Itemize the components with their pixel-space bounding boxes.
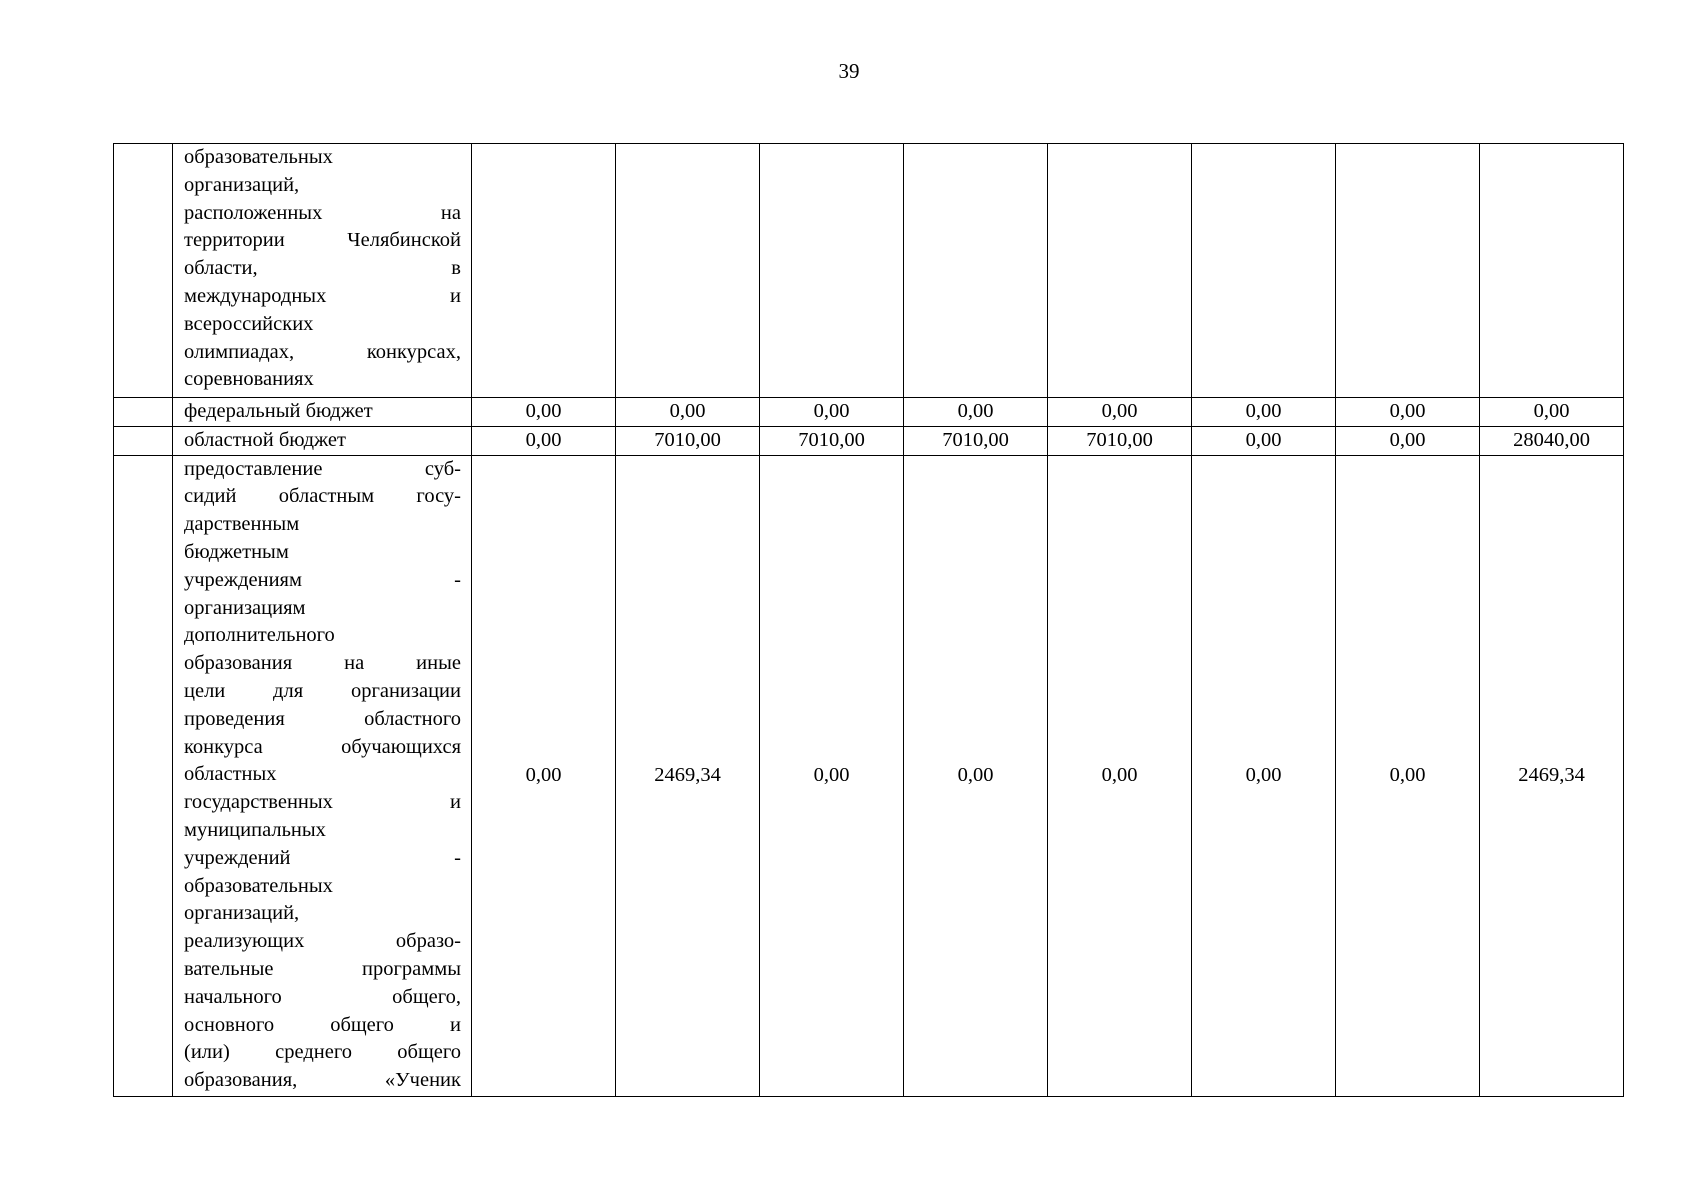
value-cell: 0,00 xyxy=(1048,455,1192,1096)
value-cell xyxy=(472,144,616,398)
value-cell: 0,00 xyxy=(1048,398,1192,427)
value-cell: 2469,34 xyxy=(1480,455,1624,1096)
value-cell: 0,00 xyxy=(1336,398,1480,427)
budget-source-label: областной бюджет xyxy=(173,426,472,455)
row-number-cell xyxy=(114,144,173,398)
row-number-cell xyxy=(114,398,173,427)
value-cell: 0,00 xyxy=(472,426,616,455)
description-line: муниципальных xyxy=(184,818,326,841)
description-line: бюджетным xyxy=(184,540,289,563)
description-line: основного общего и xyxy=(184,1013,461,1036)
value-cell xyxy=(760,144,904,398)
description-line: организациям xyxy=(184,596,306,619)
description-line: международных и xyxy=(184,284,461,307)
description-line: учреждений - xyxy=(184,846,461,869)
value-cell: 0,00 xyxy=(1336,455,1480,1096)
description-line: дополнительного xyxy=(184,624,335,647)
description-line: организаций, xyxy=(184,173,300,196)
value-cell xyxy=(1048,144,1192,398)
description-line: соревнованиях xyxy=(184,368,314,391)
description-line: всероссийских xyxy=(184,312,314,335)
description-line: образования на иные xyxy=(184,652,461,675)
description-line: начального общего, xyxy=(184,985,461,1008)
table-row xyxy=(114,455,1624,1096)
value-cell: 0,00 xyxy=(472,455,616,1096)
description-line: конкурса обучающихся xyxy=(184,735,461,758)
page-number: 39 xyxy=(838,59,860,83)
value-cell: 0,00 xyxy=(1192,426,1336,455)
description-line: (или) среднего общего xyxy=(184,1041,461,1064)
row-number-cell xyxy=(114,455,173,1096)
table-row xyxy=(114,144,1624,398)
value-cell: 7010,00 xyxy=(616,426,760,455)
description-line: территории Челябинской xyxy=(184,229,461,252)
description-line: сидий областным госу- xyxy=(184,485,461,508)
value-cell: 28040,00 xyxy=(1480,426,1624,455)
value-cell xyxy=(1336,144,1480,398)
description-line: дарственным xyxy=(184,513,300,536)
description-line: государственных и xyxy=(184,791,461,814)
description-line: организаций, xyxy=(184,902,300,925)
row-number-cell xyxy=(114,426,173,455)
description-cell xyxy=(173,144,472,398)
value-cell xyxy=(904,144,1048,398)
description-line: образовательных xyxy=(184,874,333,897)
value-cell: 0,00 xyxy=(1480,398,1624,427)
value-cell: 7010,00 xyxy=(1048,426,1192,455)
description-line: олимпиадах, конкурсах, xyxy=(184,340,461,363)
value-cell: 7010,00 xyxy=(760,426,904,455)
value-cell: 2469,34 xyxy=(616,455,760,1096)
value-cell: 0,00 xyxy=(904,398,1048,427)
value-cell xyxy=(1192,144,1336,398)
value-cell: 0,00 xyxy=(472,398,616,427)
description-line: проведения областного xyxy=(184,707,461,730)
budget-table xyxy=(113,143,1624,1097)
value-cell: 0,00 xyxy=(760,398,904,427)
description-line: учреждениям - xyxy=(184,568,461,591)
value-cell xyxy=(616,144,760,398)
value-cell xyxy=(1480,144,1624,398)
table-row xyxy=(114,426,1624,455)
value-cell: 0,00 xyxy=(904,455,1048,1096)
value-cell: 0,00 xyxy=(1192,398,1336,427)
table-row xyxy=(114,398,1624,427)
value-cell: 0,00 xyxy=(1336,426,1480,455)
value-cell: 0,00 xyxy=(760,455,904,1096)
description-line: области, в xyxy=(184,257,461,280)
value-cell: 7010,00 xyxy=(904,426,1048,455)
description-line: образовательных xyxy=(184,146,333,168)
description-line: цели для организации xyxy=(184,679,461,702)
description-cell xyxy=(173,455,472,1096)
description-line: образования, «Ученик xyxy=(184,1069,461,1092)
description-line: предоставление суб- xyxy=(184,457,461,480)
value-cell: 0,00 xyxy=(1192,455,1336,1096)
budget-source-label: федеральный бюджет xyxy=(173,398,472,427)
description-line: вательные программы xyxy=(184,957,461,980)
value-cell: 0,00 xyxy=(616,398,760,427)
description-line: реализующих образо- xyxy=(184,930,461,953)
description-line: расположенных на xyxy=(184,201,461,224)
description-line: областных xyxy=(184,763,277,786)
